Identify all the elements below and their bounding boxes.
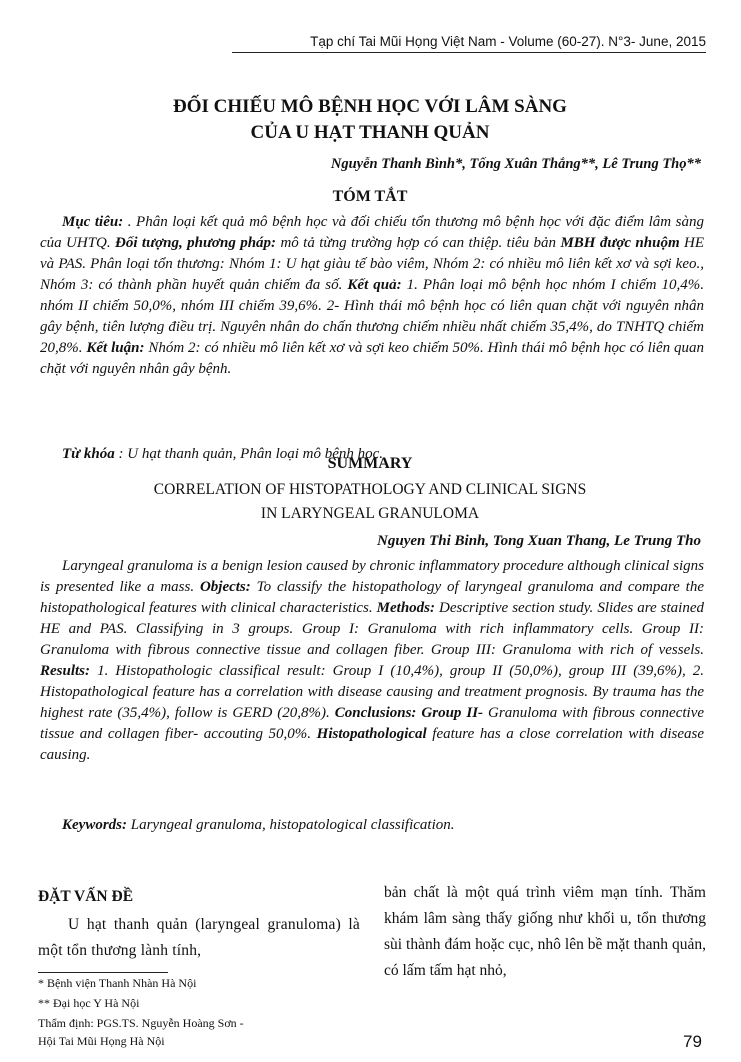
authors-vn: Nguyễn Thanh Bình*, Tống Xuân Thắng**, Lê Trung Thọ** <box>330 156 701 172</box>
title-line-2: CỦA U HẠT THANH QUẢN <box>250 122 490 143</box>
page-number: 79 <box>683 1032 702 1051</box>
results-en-label: Results: <box>40 663 91 679</box>
footnote-4: Hội Tai Mũi Họng Hà Nội <box>38 1034 165 1048</box>
keywords-en-text: Laryngeal granuloma, histopatological classification. <box>127 817 455 833</box>
methods-en-text: Descriptive section study. Slides are stained HE and PAS. Classifying in 3 groups. Group I: Granuloma with rich inflammatory cells. Group II: Granuloma with fibrous connective tissue and collagen fiber. Group III: Granuloma with rich of vessels. <box>40 600 704 658</box>
methods-en-label: Methods: <box>376 600 435 616</box>
keywords-en <box>40 815 704 836</box>
abstract-vn-heading: TÓM TẮT <box>332 188 408 205</box>
conclusions-group: Group II- <box>416 705 484 721</box>
objective-label: Mục tiêu: <box>62 214 124 230</box>
summary-body <box>40 556 704 766</box>
objective-text: . Phân loại kết quả mô bệnh học và đối chiếu tổn thương mô bệnh học với đặc điểm lâm sàng của UHTQ. <box>40 214 704 251</box>
conclusion-text: Nhóm 2: có nhiều mô liên kết xơ và sợi keo chiếm 50%. Hình thái mô bệnh học có liên quan chặt với nguyên nhân gây bệnh. <box>40 340 704 377</box>
intro-col-left: U hạt thanh quản (laryngeal granuloma) là một tổn thương lành tính, <box>38 916 360 959</box>
footnote-3: Thẩm định: PGS.TS. Nguyễn Hoàng Sơn - <box>38 1016 244 1030</box>
summary-heading: SUMMARY <box>327 455 413 472</box>
methods-label: Đối tượng, phương pháp: <box>115 235 277 251</box>
summary-title-line-1: CORRELATION OF HISTOPATHOLOGY AND CLINICAL SIGNS <box>153 481 587 498</box>
journal-header: Tạp chí Tai Mũi Họng Việt Nam - Volume (60-27). N°3- June, 2015 <box>232 34 706 53</box>
summary-intro: Laryngeal granuloma is a benign lesion caused by chronic inflammatory procedure although clinical signs is presented like a mass. <box>40 558 705 595</box>
results-text: 1. Phân loại mô bệnh học nhóm I chiếm 10,4%. nhóm II chiếm 50,0%, nhóm III chiếm 39,6%. 2- Hình thái mô bệnh học có liên quan chặt với nguyên nhân gây bệnh, tiên lượng điều trị. Nguyên nhân do chấn thương chiếm nhiều nhất chiếm 35,4%, do TNHTQ chiếm 20,8%. <box>40 277 704 356</box>
objects-label: Objects: <box>199 579 251 595</box>
footnote-1: * Bệnh viện Thanh Nhàn Hà Nội <box>38 976 197 990</box>
summary-title <box>40 478 700 526</box>
footnote-2: ** Đại học Y Hà Nội <box>38 996 140 1010</box>
article-title-vn <box>60 94 680 146</box>
conclusions-label: Conclusions: <box>334 705 417 721</box>
footnote-divider <box>38 972 168 973</box>
authors-en: Nguyen Thi Binh, Tong Xuan Thang, Le Trung Tho <box>377 533 701 549</box>
keywords-vn-label: Từ khóa <box>62 446 115 462</box>
intro-col-right: bản chất là một quá trình viêm mạn tính. Thăm khám lâm sàng thấy giống như khối u, tổn thương sùi thành đám hoặc cục, nhô lên bề mặt thanh quản, có lấm tấm hạt nhỏ, <box>384 884 706 979</box>
keywords-vn-text: : U hạt thanh quản, Phân loại mô bệnh học. <box>114 446 384 462</box>
feature-bold: Histopathological <box>311 726 427 742</box>
results-en-text: 1. Histopathologic classifical result: Group I (10,4%), group II (50,0%), group III (39,6%), 2. Histopathological feature has a correlation with disease causing and treatment prognosis. By trauma has the highest rate (35,4%), follow is GERD (20,8%). <box>40 663 704 721</box>
objects-text: To classify the histopathology of laryngeal granuloma and compare the histopathological features with clinical characteristics. <box>40 579 705 616</box>
results-label: Kết quả: <box>347 277 402 293</box>
keywords-en-label: Keywords: <box>62 817 127 833</box>
feature-text: feature has a close correlation with disease causing. <box>40 726 704 763</box>
mbh-label: MBH được nhuộm <box>560 235 680 251</box>
conclusions-text: Granuloma with fibrous connective tissue and collagen fiber- accouting 50,0%. <box>40 705 705 742</box>
conclusion-label: Kết luận: <box>86 340 145 356</box>
mbh-text: HE và PAS. Phân loại tổn thương: Nhóm 1: U hạt giàu tế bào viêm, Nhóm 2: có nhiều mô liên kết xơ và sợi keo., Nhóm 3: có thành phần huyết quản chiếm đa số. <box>40 235 705 293</box>
section-heading-intro: ĐẶT VẤN ĐỀ <box>38 888 134 905</box>
title-line-1: ĐỐI CHIẾU MÔ BỆNH HỌC VỚI LÂM SÀNG <box>173 96 567 117</box>
methods-text: mô tả từng trường hợp có can thiệp. tiêu bản <box>276 235 557 251</box>
abstract-vn-body <box>40 212 704 380</box>
summary-title-line-2: IN LARYNGEAL GRANULOMA <box>260 505 480 522</box>
